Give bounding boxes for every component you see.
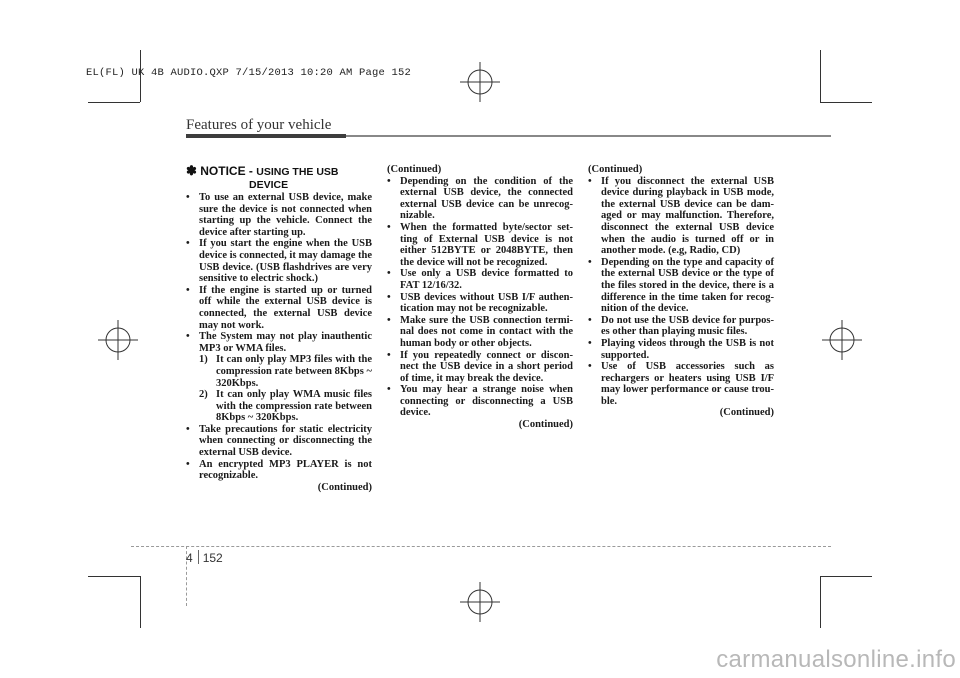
bullet-list xyxy=(186,192,372,482)
page-number-separator xyxy=(198,550,199,564)
list-item xyxy=(186,331,372,424)
registration-mark-icon xyxy=(460,582,500,622)
numbered-list xyxy=(199,354,372,424)
crop-mark xyxy=(820,102,872,103)
registration-mark-icon xyxy=(460,62,500,102)
bullet-list xyxy=(387,176,573,419)
footer-dotted-rule xyxy=(131,546,831,547)
list-item: • If you disconnect the external USB device during playback in USB mode, the external USB device can be dam-aged or may malfunction. Therefore, disconnect the external USB device when the audio is turned off or in another mode. (e.g, Radio, CD) xyxy=(588,176,774,257)
notice-subtitle-line2: DEVICE xyxy=(249,179,289,191)
chapter-number: 4 xyxy=(186,551,193,565)
continued-heading: (Continued) xyxy=(387,164,442,175)
list-item: • Depending on the type and capacity of the external USB device or the type of the files stored in the device, there is a difference in the time taken for recog-nition of the device. xyxy=(588,257,774,315)
list-item: • USB devices without USB I/F authen-tication may not be recognizable. xyxy=(387,292,573,315)
numbered-item xyxy=(199,354,372,389)
registration-mark-icon xyxy=(98,320,138,360)
text-column-1 xyxy=(186,164,372,493)
continued-heading: (Continued) xyxy=(588,164,643,175)
print-slug: EL(FL) UK 4B AUDIO.QXP 7/15/2013 10:20 AM Page 152 xyxy=(86,67,412,79)
continued-label: (Continued) xyxy=(518,419,573,431)
crop-mark xyxy=(88,102,140,103)
notice-heading xyxy=(186,164,372,192)
list-item: • If the engine is started up or turned off while the external USB device is connected, the external USB device may not work. xyxy=(186,285,372,331)
list-item: • When the formatted byte/sector set-ting of External USB device is not either 512BYTE or 2048BYTE, then the device will not be recognized. xyxy=(387,222,573,268)
continued-label: (Continued) xyxy=(317,481,372,493)
notice-star-icon: ✽ xyxy=(186,163,197,178)
list-item: • Use of USB accessories such as rechargers or heaters using USB I/F may lower performance or cause trou-ble. xyxy=(588,361,774,407)
list-item: • Playing videos through the USB is not supported. xyxy=(588,338,774,361)
numbered-item xyxy=(199,389,372,424)
notice-subtitle: USING THE USB xyxy=(256,166,339,178)
item-number: 1) xyxy=(199,354,208,366)
crop-mark xyxy=(820,50,821,102)
list-item: • To use an external USB device, make sure the device is not connected when starting up the vehicle. Connect the device after starting up. xyxy=(186,192,372,238)
notice-label: NOTICE - xyxy=(200,164,257,178)
text-column-2 xyxy=(387,164,573,431)
crop-mark xyxy=(88,576,140,577)
list-item: • Use only a USB device formatted to FAT 12/16/32. xyxy=(387,268,573,291)
item-text: It can only play WMA music files with the compression rate between 8Kbps ~ 320Kbps. xyxy=(216,389,372,424)
item-text: It can only play MP3 files with the compression rate between 8Kbps ~ 320Kbps. xyxy=(216,354,372,389)
list-item: • Make sure the USB connection termi-nal does not come in contact with the human body or other objects. xyxy=(387,315,573,350)
crop-mark xyxy=(820,576,872,577)
registration-mark-icon xyxy=(822,320,862,360)
watermark: carmanualsonline.info xyxy=(716,646,956,673)
list-item: • Depending on the condition of the external USB device, the connected external USB device can be unrecog-nizable. xyxy=(387,176,573,222)
list-item: • Do not use the USB device for purpos-es other than playing music files. xyxy=(588,315,774,338)
continued-label: (Continued) xyxy=(719,407,774,419)
list-item: • You may hear a strange noise when connecting or disconnecting a USB device. xyxy=(387,384,573,419)
crop-mark xyxy=(140,576,141,628)
list-item-text: The System may not play inauthentic MP3 or WMA files. xyxy=(199,331,372,354)
list-item: • If you repeatedly connect or discon-nect the USB device in a short period of time, it may break the device. xyxy=(387,350,573,385)
page-number-value: 152 xyxy=(202,551,223,565)
list-item: • An encrypted MP3 PLAYER is not recognizable. xyxy=(186,459,372,482)
list-item: • If you start the engine when the USB device is connected, it may damage the USB device. (USB flashdrives are very sensitive to electric shock.) xyxy=(186,238,372,284)
header-accent-bar xyxy=(186,134,346,138)
section-title: Features of your vehicle xyxy=(186,117,332,133)
bullet-list xyxy=(588,176,774,408)
crop-mark xyxy=(820,576,821,628)
list-item: • Take precautions for static electricity when connecting or disconnecting the external USB device. xyxy=(186,424,372,459)
item-number: 2) xyxy=(199,389,208,401)
page-number xyxy=(186,550,223,565)
text-column-3 xyxy=(588,164,774,419)
